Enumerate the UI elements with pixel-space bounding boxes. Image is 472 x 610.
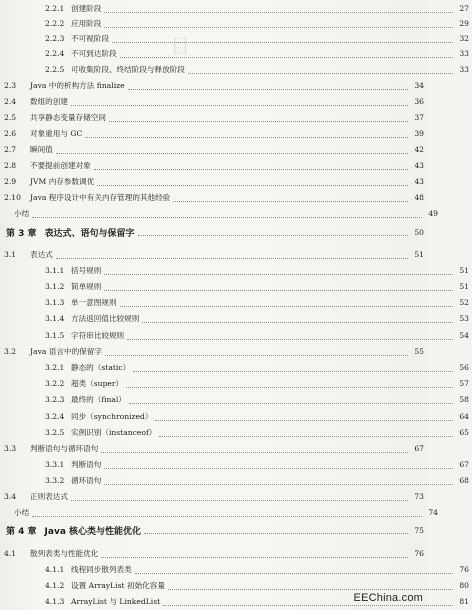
section-number: 2.3 [4,81,17,90]
dot-leader [104,290,453,291]
section-title: Java 程序设计中有关内存管理的其他经验 [30,193,171,202]
toc-section-entry[interactable] [0,95,427,109]
section-title: 小结 [14,508,30,517]
section-title: 应用阶段 [71,19,102,28]
section-number: 2.10 [4,193,21,202]
section-number: 4.1.2 [45,581,65,590]
section-number: 2.8 [4,161,17,170]
section-number: 2.2.1 [45,4,65,13]
page-number: 76 [414,549,424,558]
dot-leader [101,557,408,558]
dot-leader [104,27,453,28]
page-number: 39 [414,129,424,138]
page-number: 27 [459,4,469,13]
section-title: 共享静态变量存储空间 [30,113,106,122]
page-number: 55 [414,347,424,356]
section-title: 表达式 [30,250,53,259]
dot-leader [101,452,408,453]
dot-leader [104,484,453,485]
page-number: 74 [428,508,438,517]
dot-leader [85,137,408,138]
chapter-title: Java 核心类与性能优化 [44,526,142,537]
toc-section-entry[interactable] [0,490,427,504]
page-number: 43 [414,177,424,186]
dot-leader [71,105,408,106]
toc-subsection-entry[interactable] [0,2,472,16]
page-number: 48 [414,193,424,202]
dot-leader [32,217,422,218]
page-number: 56 [459,363,469,372]
section-number: 3.2.2 [45,379,65,388]
section-title: 设置 ArrayList 初始化容量 [71,581,165,590]
toc-subsection-entry[interactable] [0,458,472,472]
dot-leader [104,468,453,469]
dot-leader [138,235,408,236]
page-number: 51 [414,250,424,259]
section-number: 2.6 [4,129,17,138]
toc-section-entry[interactable] [0,159,427,173]
page-number: 73 [414,492,424,501]
section-title: 不可到达阶段 [71,49,117,58]
section-title: 可收集阶段、终结阶段与释放阶段 [71,65,185,74]
page-number: 50 [414,227,424,237]
section-number: 3.4 [4,492,17,501]
page-number: 67 [459,460,469,469]
section-title: 同步（synchronized） [71,412,153,421]
page-number: 65 [459,428,469,437]
toc-subsection-entry[interactable] [0,426,472,440]
dot-leader [159,436,453,437]
dot-leader [105,355,408,356]
section-title: 创建阶段 [71,4,102,13]
dot-leader [120,306,453,307]
toc-subsection-entry[interactable] [0,63,472,77]
dot-leader [163,605,453,606]
page-number: 43 [414,161,424,170]
toc-section-entry[interactable] [0,175,427,189]
dot-leader [104,274,453,275]
toc-subsection-entry[interactable] [0,377,472,391]
page-number: 51 [459,282,469,291]
toc-subsection-entry[interactable] [0,329,472,343]
toc-section-entry[interactable] [0,442,427,456]
page-number: 57 [459,379,469,388]
toc-chapter-entry[interactable] [0,522,427,538]
section-title: ArrayList 与 LinkedList [71,597,161,606]
section-number: 3.2.1 [45,363,65,372]
dot-leader [133,371,453,372]
section-title: 判断语句与循环语句 [30,444,99,453]
chapter-number: 第 4 章 [6,526,37,537]
page-number: 58 [459,395,469,404]
dot-leader [120,57,453,58]
toc-section-entry[interactable] [0,127,427,141]
page-number: 68 [459,476,469,485]
dot-leader [56,258,408,259]
section-number: 3.2.5 [45,428,65,437]
section-title: 对象重用与 GC [30,129,83,138]
toc-chapter-entry[interactable] [0,224,427,240]
page-number: 52 [459,298,469,307]
page-number: 32 [459,34,469,43]
toc-subsection-entry[interactable] [0,410,472,424]
section-number: 3.1.1 [45,266,65,275]
section-number: 3.2.3 [45,395,65,404]
section-number: 2.2.4 [45,49,65,58]
toc-summary-entry[interactable] [0,506,441,520]
toc-section-entry[interactable] [0,547,427,561]
section-title: 单一意图规则 [71,298,117,307]
section-number: 2.2.5 [45,65,65,74]
dot-leader [104,12,453,13]
page-number: 75 [414,525,424,535]
page-number: 53 [459,314,469,323]
dot-leader [109,121,408,122]
section-title: 循环语句 [71,476,102,485]
page-number: 37 [414,113,424,122]
section-title: 括号规则 [71,266,102,275]
section-number: 2.2.3 [45,34,65,43]
toc-subsection-entry[interactable] [0,264,472,278]
toc-subsection-entry[interactable] [0,312,472,326]
dot-leader [97,185,408,186]
section-title: 字符串比较规则 [71,331,125,340]
dot-leader [126,387,453,388]
section-number: 3.2.4 [45,412,65,421]
section-number: 3.1 [4,250,17,259]
section-number: 3.1.3 [45,298,65,307]
section-title: JVM 内存参数调优 [30,177,95,186]
dot-leader [94,169,408,170]
section-number: 2.5 [4,113,17,122]
section-number: 3.1.2 [45,282,65,291]
toc-subsection-entry[interactable] [0,32,472,46]
toc-subsection-entry[interactable] [0,579,472,593]
toc-section-entry[interactable] [0,111,427,125]
section-number: 3.3.1 [45,460,65,469]
dot-leader [127,339,453,340]
page-number: 67 [414,444,424,453]
section-number: 3.2 [4,347,17,356]
section-title: 不可视阶段 [71,34,109,43]
page-number: 51 [459,266,469,275]
toc-subsection-entry[interactable] [0,474,472,488]
section-title: 方法返回值比较规则 [71,314,140,323]
section-number: 3.3 [4,444,17,453]
section-number: 3.1.4 [45,314,65,323]
page-number: 33 [459,65,469,74]
dot-leader [129,403,453,404]
page-number: 29 [459,19,469,28]
dot-leader [188,73,453,74]
bleed-through-text: 目 [170,34,190,58]
toc-subsection-entry[interactable] [0,393,472,407]
dot-leader [56,153,408,154]
page-number: 36 [414,97,424,106]
dot-leader [32,516,422,517]
section-title: 数组的创建 [30,97,68,106]
section-number: 4.1.1 [45,565,65,574]
section-title: 线程同步散列表类 [71,565,132,574]
dot-leader [142,322,453,323]
page-number: 34 [414,81,424,90]
section-number: 3.3.2 [45,476,65,485]
dot-leader [71,500,408,501]
toc-subsection-entry[interactable] [0,17,472,31]
toc-summary-entry[interactable] [0,207,441,221]
dot-leader [128,89,408,90]
dot-leader [135,573,453,574]
toc-subsection-entry[interactable] [0,361,472,375]
section-title: Java 语言中的保留字 [30,347,102,356]
section-title: 瞬间值 [30,145,53,154]
section-title: 正则表达式 [30,492,68,501]
toc-subsection-entry[interactable] [0,563,472,577]
section-number: 3.1.5 [45,331,65,340]
chapter-number: 第 3 章 [6,228,37,239]
page-number: 49 [428,209,438,218]
section-number: 2.7 [4,145,17,154]
section-title: Java 中的析构方法 finalize [30,81,125,90]
page-number: 64 [459,412,469,421]
dot-leader [173,201,408,202]
section-number: 4.1 [4,549,17,558]
page-number: 42 [414,145,424,154]
toc-section-entry[interactable] [0,191,427,205]
page-number: 54 [459,331,469,340]
dot-leader [155,420,453,421]
section-title: 最终的（final） [71,395,126,404]
section-title: 简单规则 [71,282,102,291]
section-number: 2.9 [4,177,17,186]
chapter-title: 表达式、语句与保留字 [44,228,135,239]
section-title: 超类（super） [71,379,124,388]
watermark: EEChina.com [353,592,423,604]
page-number: 81 [459,597,469,606]
dot-leader [168,589,453,590]
section-title: 小结 [14,209,30,218]
page-number: 76 [459,565,469,574]
section-title: 静态的（static） [71,363,131,372]
section-number: 2.2.2 [45,19,65,28]
dot-leader [112,42,453,43]
section-title: 实例识别（instanceof） [71,428,157,437]
page-number: 80 [459,581,469,590]
section-title: 散列表类与性能优化 [30,549,99,558]
toc-subsection-entry[interactable] [0,280,472,294]
page-number: 33 [459,49,469,58]
section-number: 2.4 [4,97,17,106]
toc-section-entry[interactable] [0,248,427,262]
section-title: 判断语句 [71,460,102,469]
toc-subsection-entry[interactable] [0,296,472,310]
dot-leader [144,533,408,534]
toc-section-entry[interactable] [0,345,427,359]
section-title: 不要提前创建对象 [30,161,91,170]
section-number: 4.1.3 [45,597,65,606]
toc-subsection-entry[interactable] [0,47,472,61]
toc-section-entry[interactable] [0,143,427,157]
toc-section-entry[interactable] [0,79,427,93]
